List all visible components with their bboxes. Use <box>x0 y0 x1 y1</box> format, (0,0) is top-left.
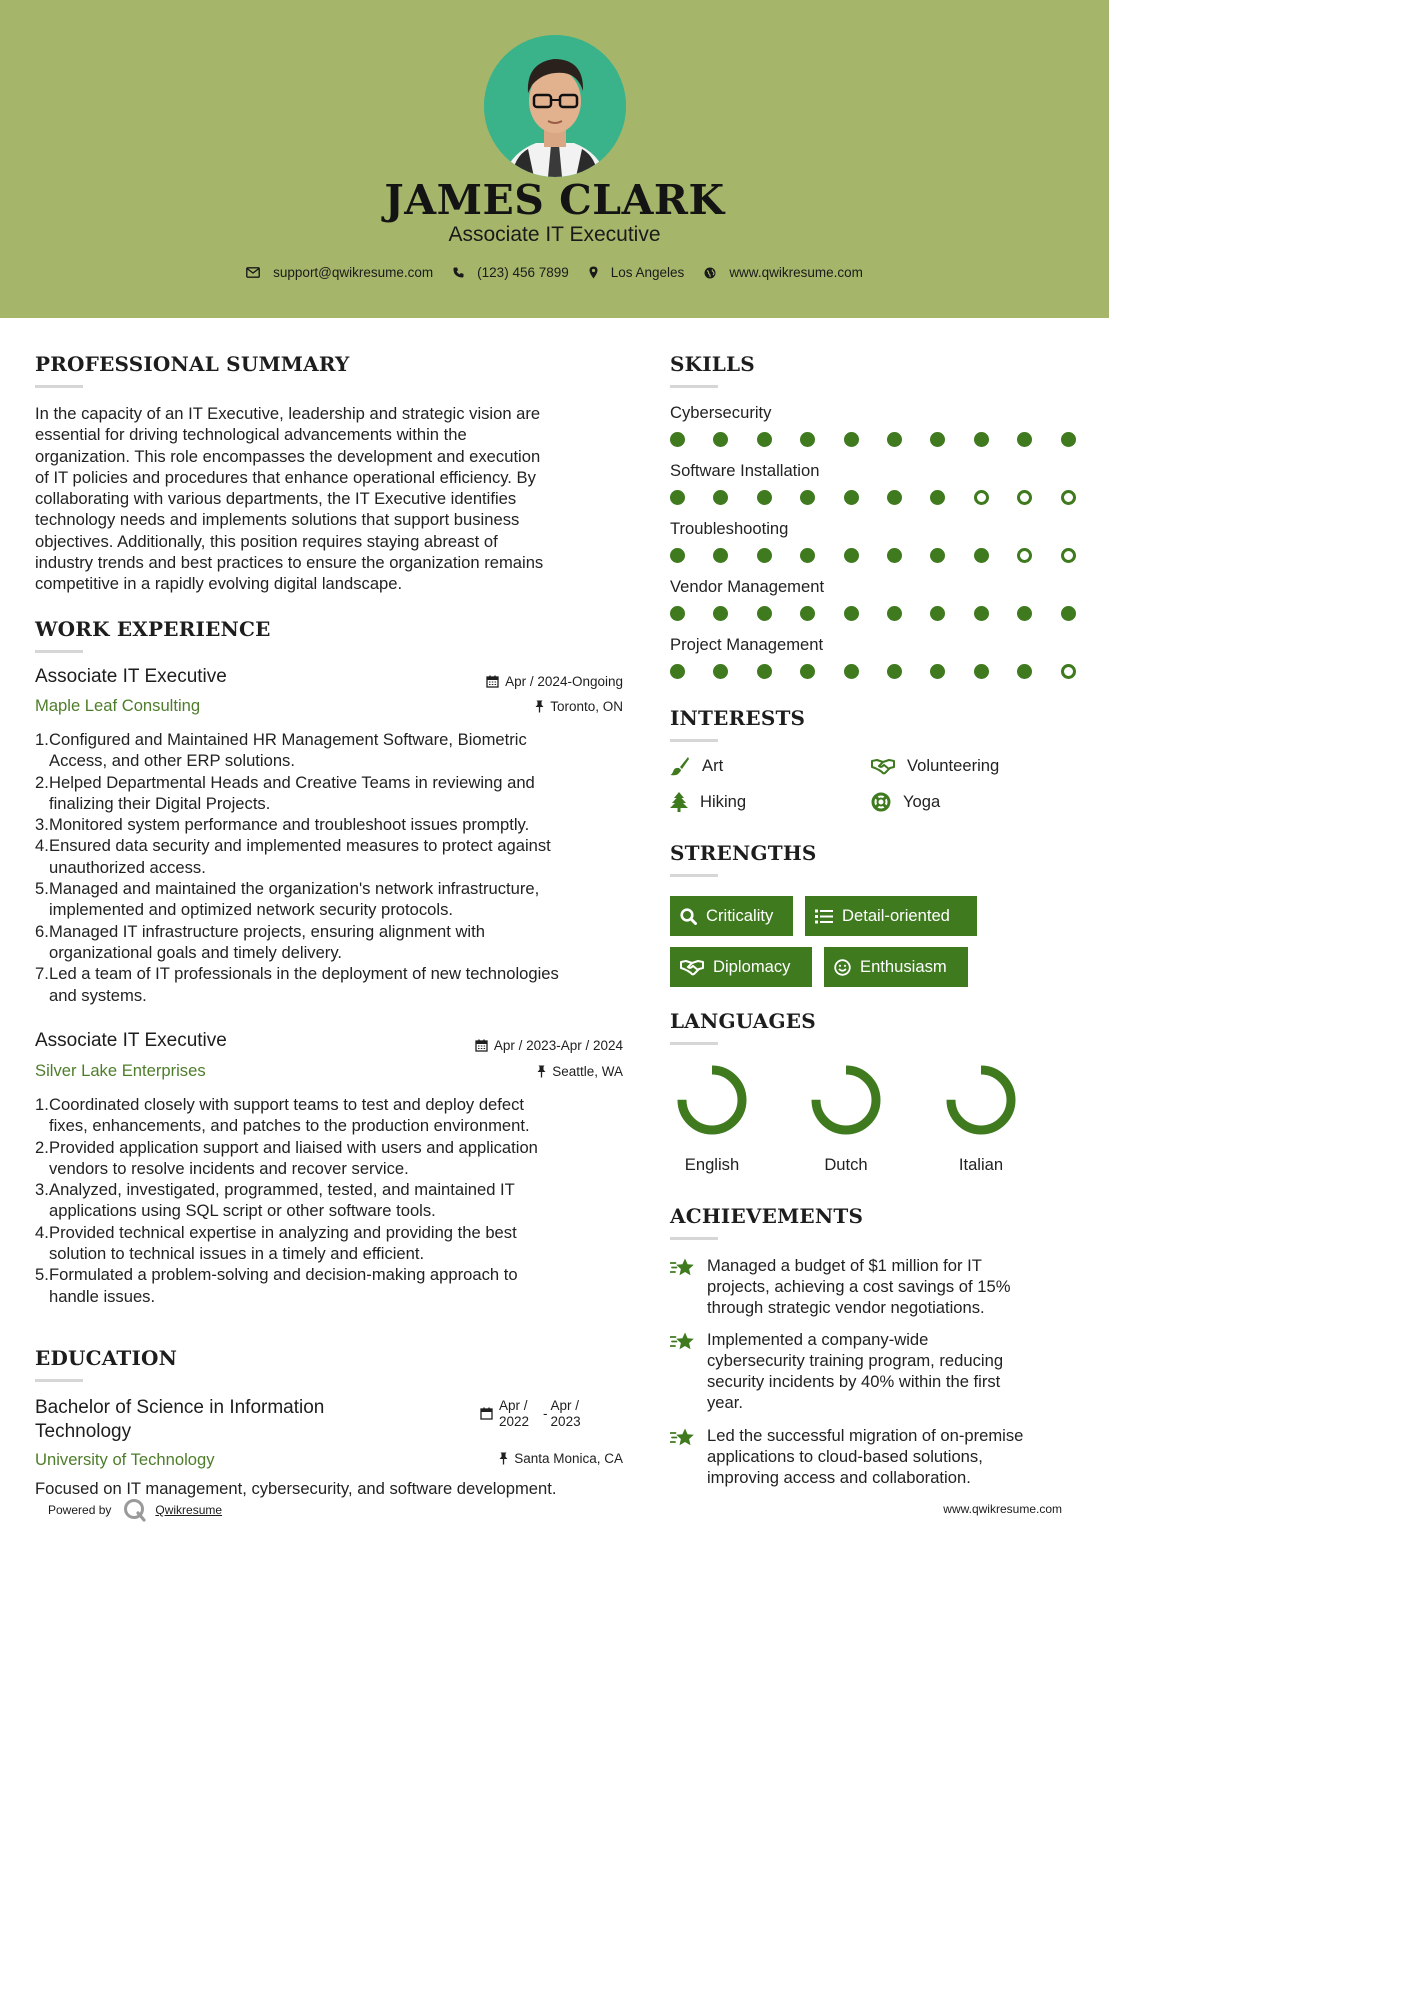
strength-badge <box>824 947 968 987</box>
strength-badge <box>670 896 793 936</box>
achievement-line: projects, achieving a cost savings of 15% <box>707 1277 1011 1296</box>
edu-start-year: 2022 <box>499 1414 530 1429</box>
life-ring-icon <box>871 792 891 812</box>
interests-heading: INTERESTS <box>670 706 806 730</box>
degree-line: Bachelor of Science in Information <box>35 1397 325 1418</box>
list-item-line: finalizing their Digital Projects. <box>49 793 271 813</box>
interest-item <box>670 792 746 812</box>
skill-rating <box>670 490 1075 506</box>
achievement-item <box>670 1255 1090 1318</box>
interest-label: Yoga <box>903 792 941 811</box>
list-item-line: organizational goals and timely delivery. <box>49 942 343 962</box>
globe-icon <box>704 267 716 279</box>
list-item <box>35 963 635 1006</box>
list-item-line: unauthorized access. <box>49 857 206 877</box>
job-duties-list <box>35 729 635 1006</box>
language-name: Dutch <box>824 1155 868 1174</box>
skill-rating <box>670 664 1075 680</box>
strength-badge <box>805 896 977 936</box>
achievement-line: Implemented a company-wide <box>707 1330 929 1349</box>
summary-line: organization. This role encompasses the development and execution <box>35 446 541 466</box>
star-achievement-icon <box>670 1257 695 1279</box>
school-location <box>499 1451 623 1466</box>
list-item <box>35 921 635 964</box>
summary-line: industry trends and best practices to ensure the organization remains <box>35 553 544 573</box>
skill-dot-filled <box>1017 664 1032 679</box>
edu-start <box>499 1398 529 1430</box>
candidate-role: Associate IT Executive <box>448 223 661 246</box>
list-item <box>35 1179 635 1222</box>
skill-dot-filled <box>930 548 945 563</box>
achievement-line: year. <box>707 1393 743 1412</box>
languages-divider <box>670 1042 718 1045</box>
list-number: 3. <box>35 1180 49 1200</box>
strengths-heading: STRENGTHS <box>670 841 817 865</box>
skill-name: Software Installation <box>670 461 820 480</box>
qwikresume-link[interactable]: Qwikresume <box>155 1503 223 1517</box>
interest-item <box>871 792 940 812</box>
skill-dot-empty <box>1061 490 1076 505</box>
list-item <box>35 878 635 921</box>
skill-dot-filled <box>887 606 902 621</box>
skills-heading: SKILLS <box>670 352 755 376</box>
list-item-line: and systems. <box>49 985 147 1005</box>
calendar-icon <box>475 1039 488 1052</box>
footer-website[interactable]: www.qwikresume.com <box>943 1502 1062 1516</box>
list-item <box>35 1094 635 1137</box>
achievement-text <box>707 1255 1010 1318</box>
calendar-icon <box>486 675 499 688</box>
contact-email[interactable] <box>246 265 433 280</box>
summary-heading: PROFESSIONAL SUMMARY <box>35 352 350 376</box>
list-item-line: handle issues. <box>49 1286 156 1306</box>
skill-name: Cybersecurity <box>670 403 772 422</box>
paintbrush-icon <box>670 756 690 776</box>
list-item-line: Provided technical expertise in analyzing and providing the best <box>49 1222 517 1242</box>
map-pin-icon <box>589 266 598 279</box>
strength-label: Detail-oriented <box>842 906 950 925</box>
summary-line: of IT policies and procedures that enhance operational efficiency. By <box>35 467 536 487</box>
language-ring <box>806 1060 886 1140</box>
skill-dot-filled <box>1017 606 1032 621</box>
skills-divider <box>670 385 718 388</box>
list-number: 1. <box>35 1095 49 1114</box>
skill-dot-filled <box>844 606 859 621</box>
skill-dot-filled <box>887 548 902 563</box>
strength-label: Enthusiasm <box>860 957 947 976</box>
degree-title <box>35 1396 324 1444</box>
education-dates <box>480 1398 581 1430</box>
pushpin-icon <box>537 1065 546 1078</box>
list-item-line: fixes, enhancements, and patches to the production environment. <box>49 1116 530 1136</box>
work-divider <box>35 650 83 653</box>
search-icon <box>680 908 697 925</box>
work-heading: WORK EXPERIENCE <box>35 617 271 641</box>
language-ring <box>941 1060 1021 1140</box>
list-number: 3. <box>35 815 49 835</box>
list-number: 1. <box>35 730 49 749</box>
skill-dot-filled <box>844 548 859 563</box>
skill-dot-filled <box>974 664 989 679</box>
skill-dot-empty <box>1061 664 1076 679</box>
skill-rating <box>670 606 1075 622</box>
edu-start-month: Apr / <box>499 1398 528 1413</box>
school-location-text: Santa Monica, CA <box>514 1451 623 1466</box>
skill-dot-filled <box>974 548 989 563</box>
degree-line: Technology <box>35 1421 132 1442</box>
job-date <box>475 1038 623 1053</box>
skill-dot-filled <box>670 664 685 679</box>
skill-dot-filled <box>974 606 989 621</box>
website-text: www.qwikresume.com <box>729 265 863 280</box>
job-location-text: Seattle, WA <box>552 1064 623 1079</box>
interest-item <box>670 756 723 776</box>
list-item-line: Configured and Maintained HR Management Software, Biometric <box>49 730 527 749</box>
skill-dot-filled <box>757 664 772 679</box>
achievement-line: through strategic vendor negotiations. <box>707 1298 985 1317</box>
list-item-line: Helped Departmental Heads and Creative Teams in reviewing and <box>49 772 535 792</box>
list-number: 7. <box>35 964 49 984</box>
skill-dot-filled <box>713 490 728 505</box>
language-ring <box>672 1060 752 1140</box>
job-location <box>535 699 623 714</box>
skill-dot-filled <box>713 548 728 563</box>
skill-dot-filled <box>670 548 685 563</box>
language-name: English <box>684 1155 740 1174</box>
language-ring-arc <box>682 1070 742 1130</box>
skill-dot-filled <box>844 432 859 447</box>
job-duties-list <box>35 1094 635 1307</box>
list-item-line: solution to technical issues in a timely and efficient. <box>49 1244 425 1264</box>
contact-bar <box>0 265 1109 280</box>
achievement-text <box>707 1329 1003 1413</box>
achievement-line: Led the successful migration of on-premise <box>707 1426 1024 1445</box>
skill-dot-filled <box>930 664 945 679</box>
skill-name: Troubleshooting <box>670 519 789 538</box>
summary-line: In the capacity of an IT Executive, leadership and strategic vision are <box>35 404 541 423</box>
skill-dot-filled <box>670 432 685 447</box>
list-item-line: vendors to resolve incidents and recover service. <box>49 1158 409 1178</box>
envelope-icon <box>246 267 260 278</box>
calendar-icon <box>480 1407 493 1420</box>
job-location <box>537 1064 623 1079</box>
job-date <box>486 674 623 689</box>
job-date-text: Apr / 2024-Ongoing <box>505 674 623 689</box>
language-ring-arc <box>951 1070 1011 1130</box>
edu-end <box>551 1398 581 1430</box>
achievement-line: cybersecurity training program, reducing <box>707 1351 1004 1370</box>
pushpin-icon <box>535 700 544 713</box>
smile-icon <box>834 959 851 976</box>
skill-dot-filled <box>1061 432 1076 447</box>
list-number: 2. <box>35 1137 49 1157</box>
list-item-line: implemented and optimized network security protocols. <box>49 900 453 920</box>
school-name: University of Technology <box>35 1450 215 1469</box>
skill-dot-filled <box>1017 432 1032 447</box>
skill-dot-filled <box>930 490 945 505</box>
achievement-line: applications to cloud-based solutions, <box>707 1447 983 1466</box>
skill-dot-filled <box>757 490 772 505</box>
list-icon <box>815 909 833 924</box>
skill-dot-filled <box>757 432 772 447</box>
list-item-line: Formulated a problem-solving and decision-making approach to <box>49 1265 518 1285</box>
education-description: Focused on IT management, cybersecurity, and software development. <box>35 1479 557 1498</box>
profile-photo <box>484 35 626 177</box>
skill-dot-filled <box>930 432 945 447</box>
list-item <box>35 729 635 772</box>
skill-dot-filled <box>887 432 902 447</box>
list-item-line: Access, and other ERP solutions. <box>49 751 295 771</box>
achievement-line: Managed a budget of $1 million for IT <box>707 1256 982 1275</box>
skill-dot-empty <box>1017 490 1032 505</box>
list-number: 2. <box>35 772 49 792</box>
skill-name: Project Management <box>670 635 824 654</box>
achievement-item <box>670 1329 1090 1413</box>
job-location-text: Toronto, ON <box>550 699 623 714</box>
strength-label: Criticality <box>706 906 774 925</box>
skill-dot-filled <box>713 664 728 679</box>
summary-line: technology needs and implements solutions that support business <box>35 510 520 530</box>
contact-phone[interactable] <box>453 265 569 280</box>
list-item <box>35 1264 635 1307</box>
qwikresume-logo-icon <box>123 1498 147 1522</box>
list-number: 5. <box>35 1265 49 1285</box>
interest-label: Art <box>702 756 724 775</box>
skill-dot-filled <box>670 606 685 621</box>
skill-dot-filled <box>844 490 859 505</box>
powered-by-text: Powered by <box>48 1503 112 1517</box>
education-heading: EDUCATION <box>35 1346 178 1370</box>
edu-end-year: 2023 <box>550 1414 581 1429</box>
summary-text <box>35 403 635 595</box>
achievement-text <box>707 1425 1023 1488</box>
handshake-icon <box>680 958 704 976</box>
job-title: Associate IT Executive <box>35 666 227 687</box>
skill-dot-filled <box>800 664 815 679</box>
skill-dot-filled <box>800 490 815 505</box>
skill-dot-filled <box>757 548 772 563</box>
list-number: 5. <box>35 879 49 899</box>
achievement-line: security incidents by 40% within the first <box>707 1372 1001 1391</box>
education-divider <box>35 1379 83 1382</box>
skill-dot-filled <box>757 606 772 621</box>
skill-dot-filled <box>713 432 728 447</box>
skill-dot-empty <box>1061 548 1076 563</box>
list-item <box>35 835 635 878</box>
resume-header <box>0 0 1109 318</box>
star-achievement-icon <box>670 1331 695 1353</box>
summary-line: competitive in a rapidly evolving digital landscape. <box>35 574 403 594</box>
skill-dot-empty <box>1017 548 1032 563</box>
list-item-line: Analyzed, investigated, programmed, tested, and maintained IT <box>49 1180 515 1200</box>
strength-badge <box>670 947 812 987</box>
strengths-divider <box>670 874 718 877</box>
interest-item <box>871 756 999 776</box>
job-title: Associate IT Executive <box>35 1030 227 1051</box>
strength-label: Diplomacy <box>713 957 791 976</box>
list-item-line: Ensured data security and implemented measures to protect against <box>49 836 551 856</box>
list-item <box>35 814 635 835</box>
tree-icon <box>670 792 688 812</box>
list-item-line: Managed and maintained the organization's network infrastructure, <box>49 879 540 899</box>
interest-label: Volunteering <box>907 756 1000 775</box>
list-item <box>35 1222 635 1265</box>
phone-icon <box>453 267 464 278</box>
skill-dot-filled <box>670 490 685 505</box>
achievements-divider <box>670 1237 718 1240</box>
achievements-heading: ACHIEVEMENTS <box>670 1204 864 1228</box>
summary-divider <box>35 385 83 388</box>
list-item-line: Provided application support and liaised with users and application <box>49 1137 538 1157</box>
contact-location <box>589 265 685 280</box>
skill-dot-filled <box>930 606 945 621</box>
list-item-line: Managed IT infrastructure projects, ensuring alignment with <box>49 921 485 941</box>
language-ring-arc <box>816 1070 876 1130</box>
location-text: Los Angeles <box>610 265 685 280</box>
contact-website[interactable] <box>704 265 863 280</box>
languages-heading: LANGUAGES <box>670 1009 816 1033</box>
summary-line: objectives. Additionally, this position requires staying abreast of <box>35 531 498 551</box>
job-date-text: Apr / 2023-Apr / 2024 <box>493 1038 623 1053</box>
list-item-line: applications using SQL script or other software tools. <box>49 1201 436 1221</box>
list-item-line: Coordinated closely with support teams to test and deploy defect <box>49 1095 525 1114</box>
list-item-line: Led a team of IT professionals in the deployment of new technologies <box>49 964 559 984</box>
skill-dot-filled <box>713 606 728 621</box>
email-text: support@qwikresume.com <box>273 265 434 280</box>
list-number: 6. <box>35 921 49 941</box>
interests-divider <box>670 739 718 742</box>
skill-dot-filled <box>800 606 815 621</box>
list-number: 4. <box>35 836 49 856</box>
summary-line: essential for driving technological advancements within the <box>35 425 467 445</box>
skill-dot-filled <box>974 432 989 447</box>
company-name: Silver Lake Enterprises <box>35 1061 206 1080</box>
pushpin-icon <box>499 1452 508 1465</box>
summary-line: collaborating with various departments, the IT Executive identifies <box>35 489 517 509</box>
achievement-item <box>670 1425 1090 1488</box>
list-item-line: Monitored system performance and troubleshoot issues promptly. <box>49 815 530 835</box>
handshake-icon <box>871 757 895 775</box>
skill-dot-filled <box>844 664 859 679</box>
phone-text: (123) 456 7899 <box>477 265 569 280</box>
skill-rating <box>670 432 1075 448</box>
list-item <box>35 772 635 815</box>
edu-end-month: Apr / <box>550 1398 580 1413</box>
skill-dot-filled <box>800 432 815 447</box>
skill-rating <box>670 548 1075 564</box>
powered-by <box>48 1498 222 1522</box>
interest-label: Hiking <box>700 792 747 811</box>
skill-name: Vendor Management <box>670 577 825 596</box>
skill-dot-filled <box>887 490 902 505</box>
skill-dot-empty <box>974 490 989 505</box>
company-name: Maple Leaf Consulting <box>35 696 201 715</box>
language-name: Italian <box>958 1155 1004 1174</box>
skill-dot-filled <box>1061 606 1076 621</box>
achievement-line: improving access and collaboration. <box>707 1468 971 1487</box>
list-number: 4. <box>35 1222 49 1242</box>
skill-dot-filled <box>800 548 815 563</box>
skill-dot-filled <box>887 664 902 679</box>
date-separator: - <box>543 1406 548 1421</box>
list-item <box>35 1137 635 1180</box>
star-achievement-icon <box>670 1427 695 1449</box>
candidate-name: JAMES CLARK <box>384 176 725 224</box>
